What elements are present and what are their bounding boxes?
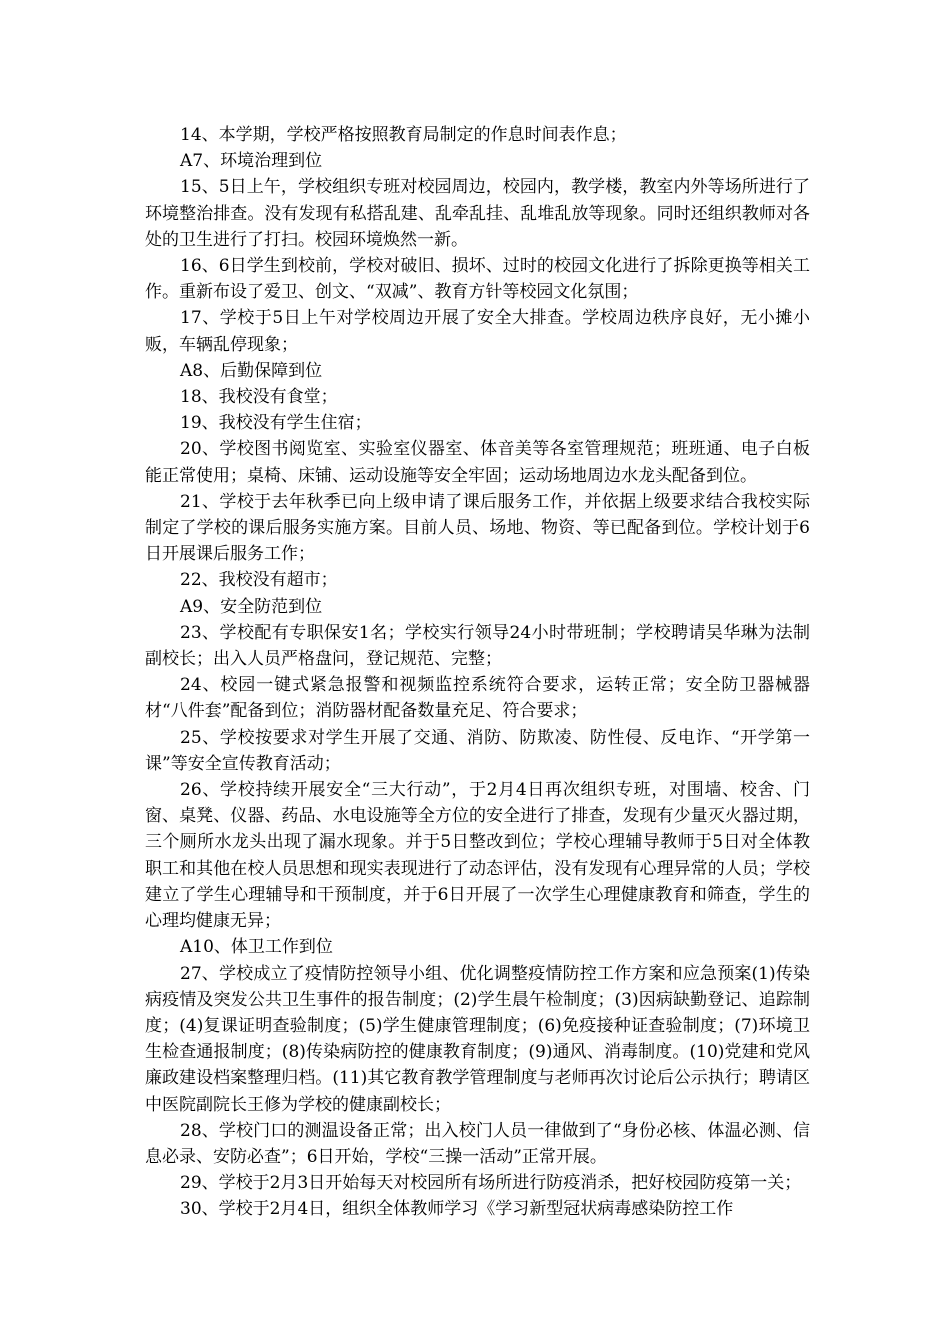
paragraph: 22、我校没有超市； — [180, 570, 338, 591]
paragraph: 20、学校图书阅览室、实验室仪器室、体音美等各室管理规范；班班通、电子白板能正常使用；桌椅、床铺、运动设施等安全牢固；运动场地周边水龙头配备到位。 — [145, 439, 810, 486]
paragraph: 29、学校于2月3日开始每天对校园所有场所进行防疫消杀，把好校园防疫第一关； — [180, 1173, 802, 1194]
paragraph: 25、学校按要求对学生开展了交通、消防、防欺凌、防性侵、反电诈、“开学第一课”等安全宣传教育活动； — [145, 727, 810, 774]
section-heading: A8、后勤保障到位 — [180, 360, 323, 381]
paragraph: 15、5日上午，学校组织专班对校园周边，校园内，教学楼，教室内外等场所进行了环境整治排查。没有发现有私搭乱建、乱牵乱挂、乱堆乱放等现象。同时还组织教师对各处的卫生进行了打扫。校园环境焕然一新。 — [145, 177, 810, 250]
section-heading: A9、安全防范到位 — [180, 596, 323, 617]
document-body — [145, 122, 810, 1223]
paragraph: 28、学校门口的测温设备正常；出入校门人员一律做到了“身份必核、体温必测、信息必录、安防必查”；6日开始，学校“三操一活动”正常开展。 — [145, 1120, 810, 1167]
paragraph: 30、学校于2月4日，组织全体教师学习《学习新型冠状病毒感染防控工作 — [180, 1199, 734, 1220]
section-heading: A7、环境治理到位 — [180, 151, 323, 172]
paragraph: 16、6日学生到校前，学校对破旧、损坏、过时的校园文化进行了拆除更换等相关工作。重新布设了爱卫、创文、“双减”、教育方针等校园文化氛围； — [145, 256, 810, 303]
paragraph: 21、学校于去年秋季已向上级申请了课后服务工作，并依据上级要求结合我校实际制定了学校的课后服务实施方案。目前人员、场地、物资、等已配备到位。学校计划于6日开展课后服务工作； — [145, 491, 810, 565]
paragraph: 17、学校于5日上午对学校周边开展了安全大排查。学校周边秩序良好，无小摊小贩，车辆乱停现象； — [145, 308, 810, 355]
paragraph: 23、学校配有专职保安1名；学校实行领导24小时带班制；学校聘请吴华琳为法制副校长；出入人员严格盘问，登记规范、完整； — [145, 622, 810, 670]
paragraph: 27、学校成立了疫情防控领导小组、优化调整疫情防控工作方案和应急预案(1)传染病疫情及突发公共卫生事件的报告制度；(2)学生晨午检制度；(3)因病缺勤登记、追踪制度；(4)复课证明查验制度；(5)学生健康管理制度；(6)免疫接种证查验制度；(7)环境卫生检查通报制度；(8)传染病防控的健康教育制度；(9)通风、消毒制度。(10)党建和党风廉政建设档案整理归档。(11)其它教育教学管理制度与老师再次讨论后公示执行；聘请区中医院副院长王修为学校的健康副校长； — [145, 963, 810, 1115]
paragraph: 24、校园一键式紧急报警和视频监控系统符合要求，运转正常；安全防卫器械器材“八件套”配备到位；消防器材配备数量充足、符合要求； — [145, 675, 810, 722]
section-heading: A10、体卫工作到位 — [180, 937, 333, 958]
paragraph: 26、学校持续开展安全“三大行动”，于2月4日再次组织专班，对围墙、校舍、门窗、桌凳、仪器、药品、水电设施等全方位的安全进行了排查，发现有少量灭火器过期，三个厕所水龙头出现了漏水现象。并于5日整改到位；学校心理辅导教师于5日对全体教职工和其他在校人员思想和现实表现进行了动态评估，没有发现有心理异常的人员；学校建立了学生心理辅导和干预制度，并于6日开展了一次学生心理健康教育和筛查，学生的心理均健康无异； — [145, 780, 810, 932]
paragraph: 14、本学期，学校严格按照教育局制定的作息时间表作息； — [180, 125, 627, 145]
paragraph: 18、我校没有食堂； — [180, 387, 338, 408]
paragraph: 19、我校没有学生住宿； — [180, 413, 372, 434]
